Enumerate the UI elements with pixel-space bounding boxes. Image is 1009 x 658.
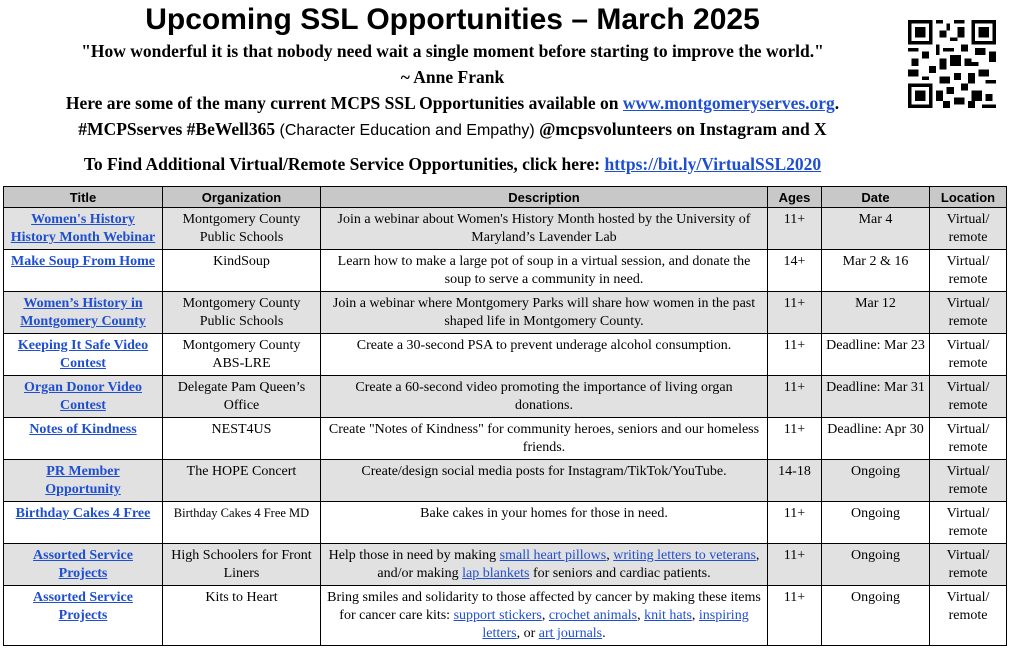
date-cell: Mar 4 — [822, 208, 930, 250]
ages-cell: 11+ — [768, 292, 822, 334]
table-row — [4, 208, 1007, 250]
description-cell: Create a 60-second video promoting the importance of living organ donations. — [321, 376, 768, 418]
organization-cell: Kits to Heart — [163, 586, 321, 646]
location-cell: Virtual/ remote — [930, 418, 1007, 460]
table-header-row — [4, 187, 1007, 208]
table-row — [4, 334, 1007, 376]
date-cell: Ongoing — [822, 544, 930, 586]
writing-letters-link[interactable]: writing letters to veterans — [613, 548, 756, 563]
description-cell: Bring smiles and solidarity to those affected by cancer by making these items for cancer care kits: support stickers, crochet animals, knit hats, inspiring letters, or art journals. — [321, 586, 768, 646]
column-header-description: Description — [321, 187, 768, 208]
description-cell: Join a webinar about Women's History Month hosted by the University of Maryland’s Lavender Lab — [321, 208, 768, 250]
art-journals-link[interactable]: art journals — [538, 626, 603, 641]
organization-cell: KindSoup — [163, 250, 321, 292]
column-header-ages: Ages — [768, 187, 822, 208]
description-cell: Help those in need by making small heart pillows, writing letters to veterans, and/or making lap blankets for seniors and cardiac patients. — [321, 544, 768, 586]
location-cell: Virtual/ remote — [930, 544, 1007, 586]
page-title: Upcoming SSL Opportunities – March 2025 — [145, 3, 760, 36]
organization-cell: Montgomery County ABS-LRE — [163, 334, 321, 376]
table-row — [4, 418, 1007, 460]
location-cell: Virtual/ remote — [930, 208, 1007, 250]
table-row — [4, 460, 1007, 502]
montgomeryserves-link[interactable]: www.montgomeryserves.org — [622, 93, 835, 113]
date-cell: Deadline: Apr 30 — [822, 418, 930, 460]
hashtags-note: (Character Education and Empathy) — [279, 122, 535, 139]
organization-cell: Birthday Cakes 4 Free MD — [163, 502, 321, 544]
ages-cell: 11+ — [768, 376, 822, 418]
location-cell: Virtual/ remote — [930, 460, 1007, 502]
date-cell: Deadline: Mar 31 — [822, 376, 930, 418]
organization-cell: Montgomery County Public Schools — [163, 208, 321, 250]
organization-cell: NEST4US — [163, 418, 321, 460]
knit-hats-link[interactable]: knit hats — [644, 608, 692, 623]
opportunity-title-link[interactable]: Assorted Service Projects — [33, 548, 133, 581]
description-cell: Create/design social media posts for Instagram/TikTok/YouTube. — [321, 460, 768, 502]
location-cell: Virtual/ remote — [930, 586, 1007, 646]
description-cell: Create "Notes of Kindness" for community heroes, seniors and our homeless friends. — [321, 418, 768, 460]
virtual-text: To Find Additional Virtual/Remote Service Opportunities, click here: — [83, 154, 601, 174]
opportunity-title-link[interactable]: Birthday Cakes 4 Free — [15, 506, 151, 521]
ages-cell: 11+ — [768, 502, 822, 544]
column-header-organization: Organization — [163, 187, 321, 208]
column-header-title: Title — [4, 187, 163, 208]
ages-cell: 14+ — [768, 250, 822, 292]
table-row — [4, 544, 1007, 586]
location-cell: Virtual/ remote — [930, 376, 1007, 418]
table-row — [4, 250, 1007, 292]
date-cell: Deadline: Mar 23 — [822, 334, 930, 376]
opportunity-title-link[interactable]: PR Member Opportunity — [45, 464, 121, 497]
date-cell: Ongoing — [822, 460, 930, 502]
opportunity-title-link[interactable]: Women’s History in Montgomery County — [20, 296, 146, 329]
table-row — [4, 586, 1007, 646]
organization-cell: Delegate Pam Queen’s Office — [163, 376, 321, 418]
organization-cell: The HOPE Concert — [163, 460, 321, 502]
date-cell: Ongoing — [822, 586, 930, 646]
ages-cell: 11+ — [768, 208, 822, 250]
location-cell: Virtual/ remote — [930, 334, 1007, 376]
small-heart-pillows-link[interactable]: small heart pillows — [499, 548, 607, 563]
opportunity-title-link[interactable]: Notes of Kindness — [29, 422, 137, 437]
description-cell: Create a 30-second PSA to prevent underage alcohol consumption. — [321, 334, 768, 376]
ages-cell: 11+ — [768, 418, 822, 460]
attribution: ~ Anne Frank — [400, 67, 505, 87]
opportunity-title-link[interactable]: Make Soup From Home — [10, 254, 155, 269]
table-row — [4, 502, 1007, 544]
ages-cell: 14-18 — [768, 460, 822, 502]
ages-cell: 11+ — [768, 334, 822, 376]
ages-cell: 11+ — [768, 586, 822, 646]
hashtag-line — [0, 118, 905, 142]
social-handle: @mcpsvolunteers on Instagram and X — [539, 119, 827, 139]
date-cell: Mar 2 & 16 — [822, 250, 930, 292]
opportunities-table — [3, 186, 1006, 646]
opportunity-title-link[interactable]: Organ Donor Video Contest — [24, 380, 142, 413]
opportunity-title-link[interactable]: Keeping It Safe Video Contest — [17, 338, 149, 371]
virtual-ssl-link[interactable]: https://bit.ly/VirtualSSL2020 — [604, 154, 822, 174]
organization-cell: High Schoolers for Front Liners — [163, 544, 321, 586]
support-stickers-link[interactable]: support stickers — [453, 608, 542, 623]
date-cell: Mar 12 — [822, 292, 930, 334]
inspiring-letters-link[interactable]: inspiring letters — [482, 608, 749, 641]
opportunity-title-link[interactable]: Women's History History Month Webinar — [10, 212, 156, 245]
intro-text: Here are some of the many current MCPS SSL Opportunities available on — [65, 93, 619, 113]
column-header-date: Date — [822, 187, 930, 208]
crochet-animals-link[interactable]: crochet animals — [548, 608, 638, 623]
ages-cell: 11+ — [768, 544, 822, 586]
quote: "How wonderful it is that nobody need wait a single moment before starting to improve the world." — [81, 41, 824, 61]
organization-cell: Montgomery County Public Schools — [163, 292, 321, 334]
table-row — [4, 292, 1007, 334]
location-cell: Virtual/ remote — [930, 250, 1007, 292]
description-cell: Bake cakes in your homes for those in need. — [321, 502, 768, 544]
lap-blankets-link[interactable]: lap blankets — [462, 566, 530, 581]
description-cell: Join a webinar where Montgomery Parks will share how women in the past shaped life in Montgomery County. — [321, 292, 768, 334]
description-cell: Learn how to make a large pot of soup in a virtual session, and donate the soup to serve a community in need. — [321, 250, 768, 292]
virtual-line — [0, 153, 905, 175]
intro-line: Here are some of the many current MCPS SSL Opportunities available on www.montgomeryserves.org. — [65, 93, 840, 113]
hashtags: #MCPSserves #BeWell365 — [78, 119, 276, 139]
qr-code-icon[interactable] — [908, 20, 996, 108]
date-cell: Ongoing — [822, 502, 930, 544]
table-row — [4, 376, 1007, 418]
opportunity-title-link[interactable]: Assorted Service Projects — [33, 590, 133, 623]
location-cell: Virtual/ remote — [930, 502, 1007, 544]
column-header-location: Location — [930, 187, 1007, 208]
location-cell: Virtual/ remote — [930, 292, 1007, 334]
